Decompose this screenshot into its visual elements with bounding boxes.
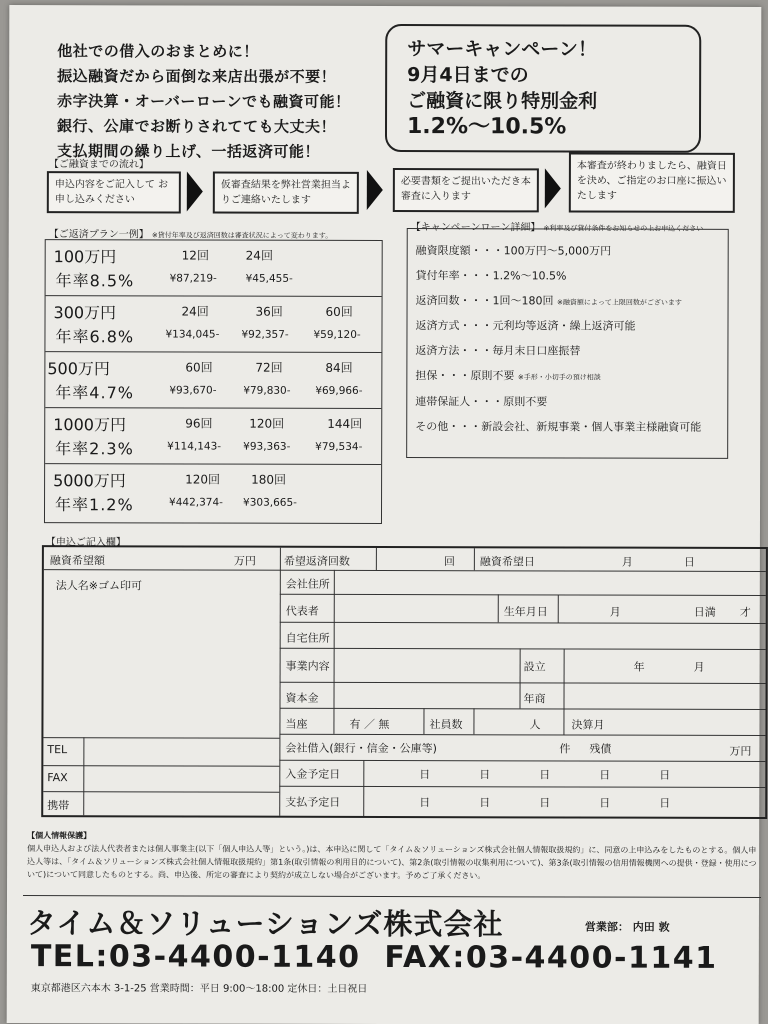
campaign-line: ご融資に限り特別金利 — [407, 90, 598, 113]
campaign-loan-details — [406, 228, 729, 459]
flow-arrow-icon — [187, 171, 203, 211]
label-balance: 残債 — [589, 742, 612, 756]
loan-detail: 担保・・・原則不要 ※手形・小切手の預け相談 — [415, 369, 601, 383]
label-company-address: 会社住所 — [285, 577, 330, 591]
label-representative: 代表者 — [285, 604, 319, 618]
flow-step-3: 必要書類をご提出いただき本審査に入ります — [393, 168, 539, 212]
application-form: 融資希望額 万円 希望返済回数 回 融資希望日 月 日 法人名※ゴム印可 会社住所 代表者 生年月日 月 日満 才 自宅住所 事業内容 設立 年 月 資本金 年商 当座 有 ／ 無 社員数 人 決算月 TEL 会社借入(銀行・信金・公庫等) 件 残債 万円 FAX 入金予定日 日 日 日 日 日 携帯 支払予定日 日 日 日 日 日 — [41, 545, 768, 819]
label-repay-count: 希望返済回数 — [283, 554, 350, 568]
company-address: 東京都港区六本木 3-1-25 営業時間：平日 9:00〜18:00 定休日：土日祝日 — [30, 983, 368, 995]
headline-line: 赤字決算・オーバーローンでも融資可能！ — [57, 92, 351, 111]
form-heading: 【申込ご記入欄】 — [45, 537, 126, 549]
loan-detail: 連帯保証人・・・原則不要 — [415, 394, 548, 409]
label-loan-date: 融資希望日 — [479, 555, 535, 569]
label-business: 事業内容 — [285, 659, 330, 673]
repayment-plan-table — [44, 239, 383, 524]
loan-detail: 貸付年率・・・1.2%〜10.5% — [415, 268, 567, 283]
plan-rate: 年率1.2% — [55, 495, 134, 515]
plan-amount: 300万円 — [53, 303, 117, 323]
summer-campaign-box — [385, 24, 701, 153]
label-company-seal: 法人名※ゴム印可 — [55, 579, 143, 593]
divider — [23, 895, 761, 898]
label-incoming-dates: 入金予定日 — [285, 767, 341, 781]
flyer-sheet — [7, 5, 762, 1024]
flow-arrow-icon — [367, 170, 383, 210]
plan-row: 500万円 年率4.7% 60回 72回 84回 ¥93,670- ¥79,830- ¥69,966- — [45, 352, 381, 409]
plan-row: 5000万円 年率1.2% 120回 180回 ¥442,374- ¥303,665- — [45, 464, 381, 523]
flow-arrow-icon — [545, 168, 561, 208]
privacy-notice: 【個人情報保護】 個人申込人および法人代表者または個人事業主(以下「個人申込人等」という。)は、本申込に関して「タイム＆ソリューションズ株式会社個人情報取扱規約」に、同意の上申込みをしたものとする。個人申込人等は、「タイム＆ソリューションズ株式会社個人情報取扱規約」第1条(取引情報の利用目的について)、第2条(取引情報の収集利用について)、第3条(取引情報の信用情報機関への提供・登録・使用について)について同意したものとする。尚、申込後、所定の審査により契約が成立しない場合がございます。予めご了承ください。 — [27, 831, 757, 881]
sales-contact: 営業部： 内田 敦 — [584, 920, 670, 934]
headline-line: 支払期間の繰り上げ、一括返済可能！ — [56, 142, 320, 161]
company-fax: FAX:03-4400-1141 — [384, 940, 718, 976]
loan-detail: 返済方式・・・元利均等返済・繰上返済可能 — [415, 319, 636, 334]
plan-row: 300万円 年率6.8% 24回 36回 60回 ¥134,045- ¥92,357- ¥59,120- — [45, 296, 381, 353]
label-mobile: 携帯 — [47, 799, 70, 813]
label-fax: FAX — [47, 771, 68, 785]
plan-row: 100万円 年率8.5% 12回 24回 ¥87,219- ¥45,455- — [46, 240, 382, 297]
flow-step-4: 本審査が終わりましたら、融資日を決め、ご指定のお口座に振込いたします — [569, 152, 735, 212]
label-capital: 資本金 — [285, 691, 319, 705]
plan-rate: 年率6.8% — [55, 327, 135, 347]
headline-line: 銀行、公庫でお断りされてても大丈夫！ — [56, 117, 337, 136]
label-established: 設立 — [523, 660, 546, 674]
label-employees: 社員数 — [429, 718, 463, 732]
label-home-address: 自宅住所 — [285, 631, 330, 645]
plan-rate: 年率4.7% — [55, 383, 135, 403]
company-phones — [31, 939, 718, 976]
plan-row: 1000万円 年率2.3% 96回 120回 144回 ¥114,143- ¥93,363- ¥79,534- — [45, 408, 381, 465]
plan-amount: 1000万円 — [53, 415, 126, 435]
loan-detail: 返済回数・・・1回〜180回 ※融資額によって上限回数がございます — [415, 293, 682, 308]
plan-amount: 100万円 — [53, 247, 117, 267]
campaign-title: サマーキャンペーン！ — [407, 38, 597, 61]
label-birthdate: 生年月日 — [503, 605, 548, 619]
campaign-rate: 1.2%〜10.5% — [406, 114, 567, 140]
flow-heading: 【ご融資までの流れ】 — [48, 159, 149, 171]
headline-line: 他社での借入のおまとめに！ — [57, 42, 259, 61]
campaign-loan-heading: 【キャンペーンローン詳細】 ※利率及び貸付条件をお知らせの上お申込ください — [410, 222, 704, 234]
loan-detail: 返済方法・・・毎月末日口座振替 — [415, 344, 581, 358]
campaign-line: 9月4日までの — [407, 64, 529, 87]
flow-step-1: 申込内容をご記入して お申し込みください — [47, 171, 181, 213]
plan-amount: 500万円 — [47, 359, 110, 379]
plan-amount: 5000万円 — [53, 471, 126, 491]
plan-rate: 年率2.3% — [55, 439, 134, 459]
label-payment-dates: 支払予定日 — [285, 795, 341, 809]
label-tel: TEL — [47, 743, 68, 757]
headline-line: 振込融資だから面倒な来店出張が不要！ — [57, 67, 337, 86]
loan-detail: 融資限度額・・・100万円〜5,000万円 — [415, 244, 612, 258]
plan-rate: 年率8.5% — [55, 271, 135, 291]
label-current-account: 当座 — [285, 717, 308, 731]
unit-man-yen: 万円 — [233, 554, 256, 568]
label-fiscal-month: 決算月 — [571, 718, 605, 732]
label-company-debt: 会社借入(銀行・信金・公庫等) — [285, 741, 437, 756]
unit-kai: 回 — [443, 555, 455, 569]
headline-list — [57, 39, 397, 165]
company-name: タイム＆ソリューションズ株式会社 — [26, 906, 504, 942]
label-annual-sales: 年商 — [523, 692, 546, 706]
plan-heading: 【ご返済プラン一例】 ※貸付年率及び返済回数は審査状況によって変わります。 — [48, 229, 333, 241]
company-tel: TEL:03-4400-1140 — [30, 939, 361, 975]
label-loan-amount: 融資希望額 — [49, 554, 105, 568]
flow-step-2: 仮審査結果を弊社営業担当よりご連絡いたします — [213, 172, 359, 214]
loan-detail: その他・・・新設会社、新規事業・個人事業主様融資可能 — [415, 419, 702, 434]
